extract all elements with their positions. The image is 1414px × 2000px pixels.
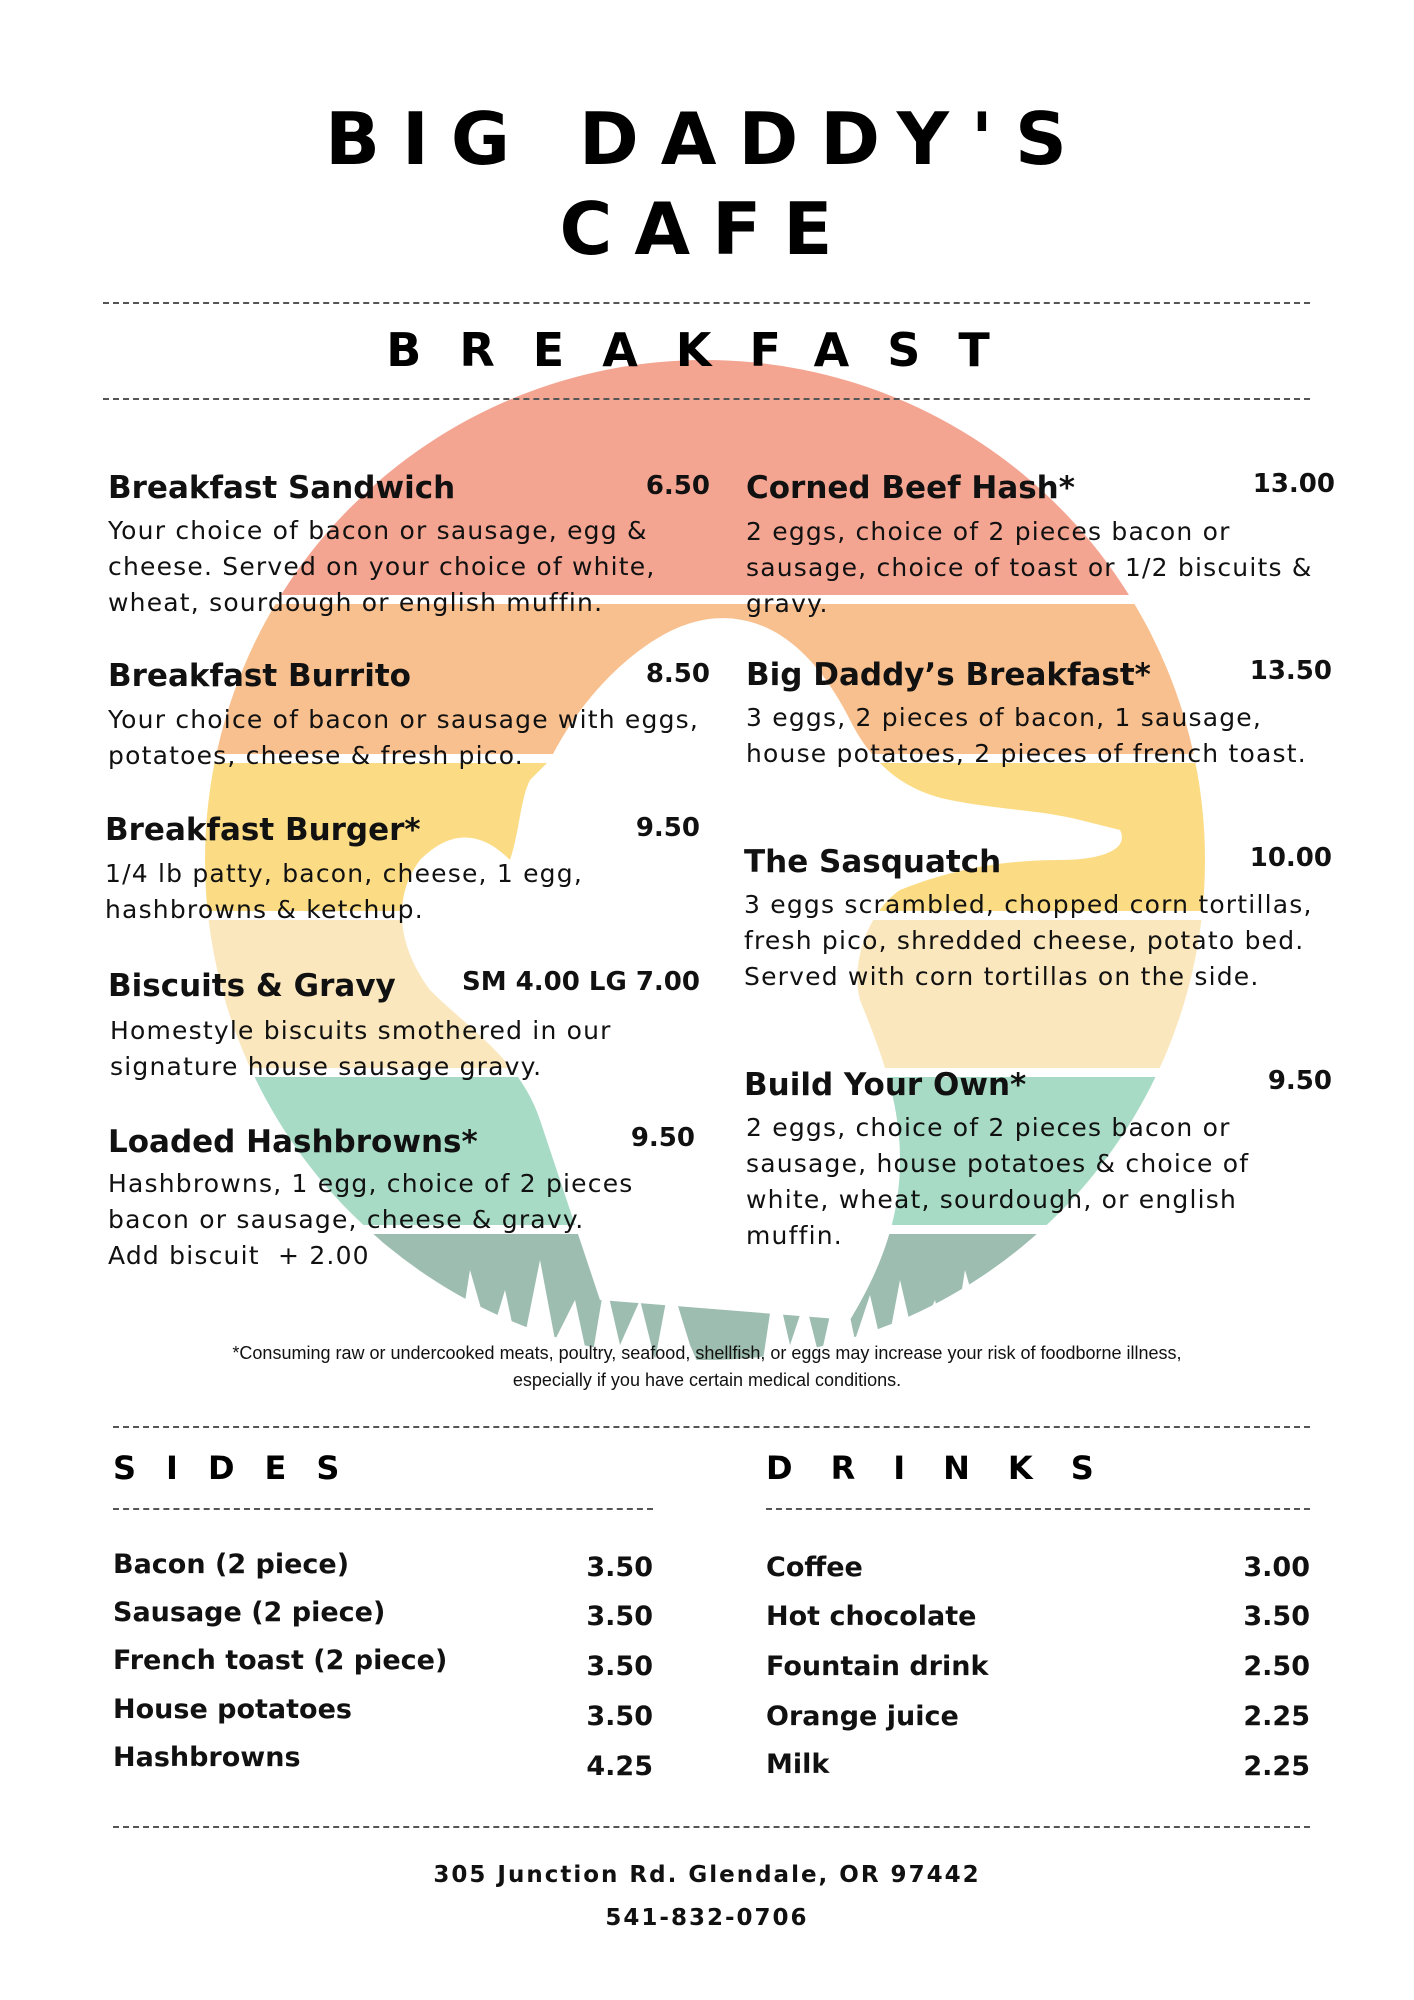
item-desc-big-daddys-breakfast: 3 eggs, 2 pieces of bacon, 1 sausage, house potatoes, 2 pieces of french toast. xyxy=(746,703,1307,768)
divider-breakfast xyxy=(103,398,1310,400)
drink-name-fountain-drink: Fountain drink xyxy=(766,1651,989,1682)
breakfast-heading: BREAKFAST xyxy=(386,323,1028,377)
drink-price-milk: 2.25 xyxy=(1243,1751,1310,1782)
drink-price-coffee: 3.00 xyxy=(1243,1552,1310,1583)
drink-name-milk: Milk xyxy=(766,1749,830,1780)
side-price-house-potatoes: 3.50 xyxy=(586,1701,653,1732)
side-price-french-toast: 3.50 xyxy=(586,1651,653,1682)
divider-sides xyxy=(113,1508,653,1510)
item-desc-breakfast-burrito: Your choice of bacon or sausage with eggs, potatoes, cheese & fresh pico. xyxy=(108,705,700,770)
drink-name-hot-chocolate: Hot chocolate xyxy=(766,1601,977,1632)
side-name-house-potatoes: House potatoes xyxy=(113,1694,352,1725)
side-name-french-toast: French toast (2 piece) xyxy=(113,1645,448,1676)
item-name-the-sasquatch: The Sasquatch xyxy=(744,844,1002,880)
item-desc-build-your-own: 2 eggs, choice of 2 pieces bacon or sausage, house potatoes & choice of white, wheat, sourdough, or english muffin. xyxy=(746,1113,1250,1250)
sides-heading: SIDES xyxy=(113,1449,370,1487)
footer-address: 305 Junction Rd. Glendale, OR 97442 xyxy=(433,1862,981,1888)
drinks-heading: DRINKS xyxy=(766,1449,1132,1487)
item-price-breakfast-burger: 9.50 xyxy=(635,813,700,843)
item-name-breakfast-sandwich: Breakfast Sandwich xyxy=(108,470,456,506)
side-price-sausage: 3.50 xyxy=(586,1601,653,1632)
item-name-corned-beef-hash: Corned Beef Hash* xyxy=(746,470,1075,506)
drink-name-orange-juice: Orange juice xyxy=(766,1701,959,1732)
side-name-sausage: Sausage (2 piece) xyxy=(113,1597,386,1628)
item-name-loaded-hashbrowns: Loaded Hashbrowns* xyxy=(108,1124,478,1160)
item-desc-corned-beef-hash: 2 eggs, choice of 2 pieces bacon or sausage, choice of toast or 1/2 biscuits & gravy. xyxy=(746,517,1313,618)
item-price-biscuits-gravy: SM 4.00 LG 7.00 xyxy=(462,967,700,997)
item-desc-breakfast-burger: 1/4 lb patty, bacon, cheese, 1 egg, hashbrowns & ketchup. xyxy=(105,859,583,924)
footer-phone: 541-832-0706 xyxy=(605,1905,809,1931)
disclaimer-line2: especially if you have certain medical conditions. xyxy=(512,1370,902,1390)
drink-price-fountain-drink: 2.50 xyxy=(1243,1651,1310,1682)
item-name-biscuits-gravy: Biscuits & Gravy xyxy=(108,968,396,1004)
disclaimer-line1: *Consuming raw or undercooked meats, poultry, seafood, shellfish, or eggs may increase your risk of foodborne illness, xyxy=(232,1343,1182,1363)
item-price-build-your-own: 9.50 xyxy=(1267,1066,1332,1096)
item-extra-loaded-hashbrowns: Add biscuit + 2.00 xyxy=(108,1241,370,1270)
divider-drinks xyxy=(766,1508,1310,1510)
drink-name-coffee: Coffee xyxy=(766,1552,863,1583)
side-price-hashbrowns: 4.25 xyxy=(586,1751,653,1782)
cafe-name-line1: BIG DADDY'S xyxy=(325,97,1089,181)
divider-sides-drinks xyxy=(113,1426,1310,1428)
cafe-name-line2: CAFE xyxy=(559,187,855,271)
divider-top xyxy=(103,302,1310,304)
item-price-breakfast-burrito: 8.50 xyxy=(645,659,710,689)
side-name-bacon: Bacon (2 piece) xyxy=(113,1549,350,1580)
item-desc-biscuits-gravy: Homestyle biscuits smothered in our signature house sausage gravy. xyxy=(110,1016,612,1081)
divider-footer xyxy=(113,1826,1310,1828)
side-price-bacon: 3.50 xyxy=(586,1552,653,1583)
drink-price-orange-juice: 2.25 xyxy=(1243,1701,1310,1732)
item-desc-loaded-hashbrowns: Hashbrowns, 1 egg, choice of 2 pieces bacon or sausage, cheese & gravy. xyxy=(108,1169,634,1234)
item-price-loaded-hashbrowns: 9.50 xyxy=(630,1123,695,1153)
item-name-build-your-own: Build Your Own* xyxy=(744,1067,1027,1103)
item-price-the-sasquatch: 10.00 xyxy=(1249,843,1332,873)
item-name-breakfast-burrito: Breakfast Burrito xyxy=(108,658,411,694)
item-desc-breakfast-sandwich: Your choice of bacon or sausage, egg & cheese. Served on your choice of white, wheat, sourdough or english muffin. xyxy=(108,516,656,617)
item-price-corned-beef-hash: 13.00 xyxy=(1252,469,1335,499)
item-price-breakfast-sandwich: 6.50 xyxy=(645,471,710,501)
item-name-breakfast-burger: Breakfast Burger* xyxy=(105,812,421,848)
item-name-big-daddys-breakfast: Big Daddy’s Breakfast* xyxy=(746,657,1151,693)
item-price-big-daddys-breakfast: 13.50 xyxy=(1249,656,1332,686)
item-desc-the-sasquatch: 3 eggs scrambled, chopped corn tortillas, fresh pico, shredded cheese, potato bed. Served with corn tortillas on the side. xyxy=(744,890,1313,991)
drink-price-hot-chocolate: 3.50 xyxy=(1243,1601,1310,1632)
side-name-hashbrowns: Hashbrowns xyxy=(113,1742,301,1773)
